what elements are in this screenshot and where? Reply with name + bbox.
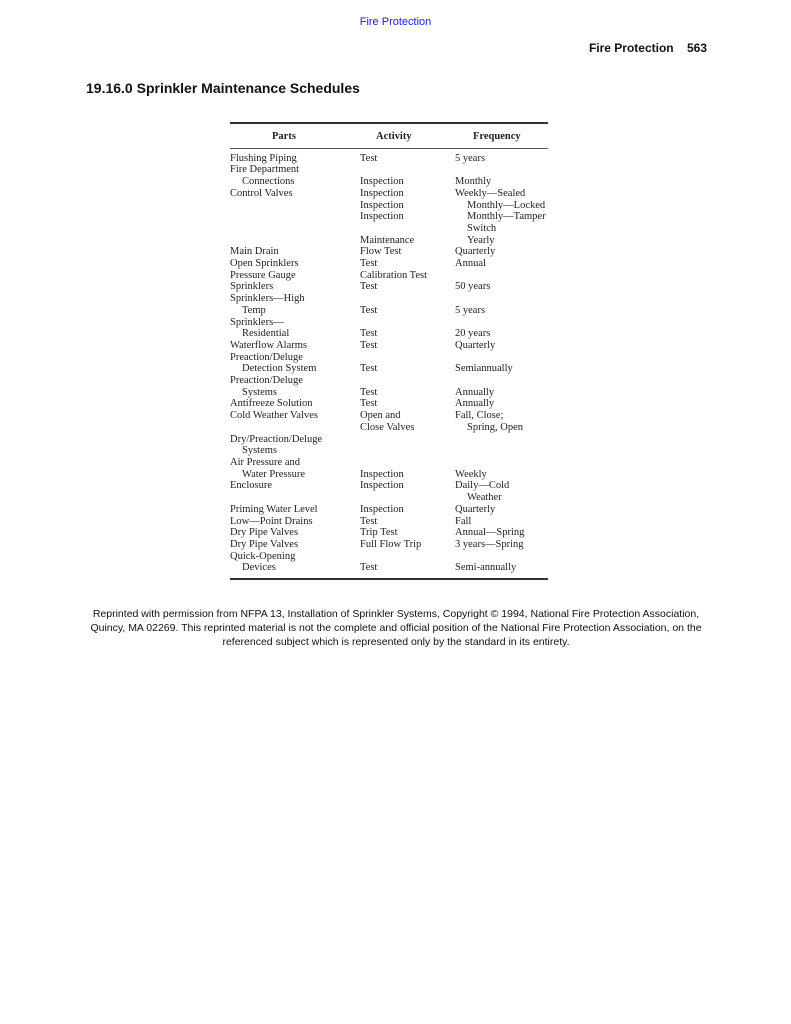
- frequency-cell: [451, 410, 548, 433]
- activity-line: Close Valves: [360, 421, 415, 433]
- activity-cell: [356, 340, 451, 352]
- parts-line: Quick-Opening: [230, 550, 296, 562]
- table-row: [230, 164, 548, 187]
- frequency-line: [455, 375, 548, 387]
- frequency-cell: [451, 504, 548, 516]
- activity-line: [360, 445, 451, 457]
- frequency-line: 50 years: [455, 281, 491, 293]
- activity-cell: [356, 270, 451, 282]
- maintenance-schedule-table: [230, 122, 548, 580]
- frequency-cell: [451, 340, 548, 352]
- parts-line: Connections: [242, 176, 295, 188]
- table-row: [230, 317, 548, 340]
- activity-line: [360, 352, 451, 364]
- table-row: [230, 246, 548, 258]
- running-head: [589, 41, 707, 55]
- activity-line: Test: [360, 258, 378, 270]
- parts-cell: [230, 457, 356, 480]
- activity-line: [360, 293, 451, 305]
- parts-cell: [230, 375, 356, 398]
- frequency-line: Annual—Spring: [455, 527, 525, 539]
- activity-cell: [356, 352, 451, 375]
- parts-cell: [230, 270, 356, 282]
- frequency-cell: [451, 480, 548, 503]
- parts-line: Sprinklers—: [230, 316, 284, 328]
- parts-line: Systems: [242, 386, 278, 398]
- parts-cell: [230, 188, 356, 247]
- parts-line: Residential: [242, 328, 290, 340]
- table-row: [230, 516, 548, 528]
- frequency-cell: [451, 527, 548, 539]
- parts-line: Temp: [242, 304, 266, 316]
- activity-cell: [356, 246, 451, 258]
- frequency-cell: [451, 164, 548, 187]
- frequency-cell: [451, 352, 548, 375]
- table-row: [230, 270, 548, 282]
- parts-cell: [230, 281, 356, 293]
- parts-line: Cold Weather Valves: [230, 410, 318, 422]
- column-header-parts: Parts: [272, 131, 296, 142]
- parts-cell: [230, 410, 356, 433]
- table-row: [230, 434, 548, 457]
- parts-line: Enclosure: [230, 480, 272, 492]
- activity-line: Trip Test: [360, 527, 398, 539]
- table-row: [230, 480, 548, 503]
- parts-cell: [230, 551, 356, 574]
- frequency-cell: [451, 188, 548, 247]
- activity-cell: [356, 480, 451, 503]
- activity-cell: [356, 188, 451, 247]
- activity-line: Inspection: [360, 199, 404, 211]
- frequency-line: Yearly: [467, 234, 495, 246]
- activity-line: Inspection: [360, 468, 404, 480]
- parts-cell: [230, 352, 356, 375]
- column-header-activity: Activity: [376, 131, 412, 142]
- activity-line: Inspection: [360, 176, 404, 188]
- parts-cell: [230, 293, 356, 316]
- activity-line: [360, 457, 451, 469]
- activity-line: Test: [360, 152, 378, 164]
- frequency-line: [455, 352, 548, 364]
- frequency-line: Daily—Cold: [455, 480, 510, 492]
- frequency-line: [455, 434, 548, 446]
- parts-line: Priming Water Level: [230, 503, 318, 515]
- activity-cell: [356, 410, 451, 433]
- activity-cell: [356, 293, 451, 316]
- parts-cell: [230, 258, 356, 270]
- section-title: 19.16.0 Sprinkler Maintenance Schedules: [86, 80, 360, 96]
- parts-line: Antifreeze Solution: [230, 398, 313, 410]
- frequency-line: [455, 457, 548, 469]
- frequency-cell: [451, 516, 548, 528]
- activity-cell: [356, 539, 451, 551]
- frequency-line: Annual: [455, 258, 486, 270]
- table-row: [230, 352, 548, 375]
- frequency-cell: [451, 293, 548, 316]
- activity-cell: [356, 317, 451, 340]
- parts-cell: [230, 539, 356, 551]
- table-row: [230, 527, 548, 539]
- activity-cell: [356, 375, 451, 398]
- parts-line: Dry Pipe Valves: [230, 527, 299, 539]
- activity-cell: [356, 527, 451, 539]
- frequency-line: [455, 445, 548, 457]
- frequency-line: Quarterly: [455, 503, 496, 515]
- parts-line: Preaction/Deluge: [230, 375, 303, 387]
- activity-line: Maintenance: [360, 234, 415, 246]
- activity-line: Inspection: [360, 480, 404, 492]
- header-link[interactable]: Fire Protection: [359, 16, 432, 28]
- page-number: 563: [686, 41, 707, 55]
- activity-line: Test: [360, 386, 378, 398]
- parts-line: Detection System: [242, 363, 317, 375]
- table-row: [230, 551, 548, 574]
- frequency-line: Quarterly: [455, 246, 496, 258]
- frequency-line: Weekly—Sealed: [455, 187, 526, 199]
- activity-cell: [356, 153, 451, 165]
- activity-line: Test: [360, 562, 378, 574]
- table-top-rule: [230, 122, 548, 124]
- parts-cell: [230, 153, 356, 165]
- table-row: [230, 410, 548, 433]
- parts-line: Air Pressure and: [230, 456, 300, 468]
- activity-line: Calibration Test: [360, 269, 428, 281]
- activity-line: Flow Test: [360, 246, 402, 258]
- activity-cell: [356, 258, 451, 270]
- activity-cell: [356, 164, 451, 187]
- parts-line: Low—Point Drains: [230, 515, 313, 527]
- parts-line: Water Pressure: [242, 468, 306, 480]
- table-row: [230, 153, 548, 165]
- activity-line: [360, 164, 451, 176]
- activity-line: [360, 223, 451, 235]
- activity-line: Test: [360, 398, 378, 410]
- table-row: [230, 457, 548, 480]
- table-row: [230, 539, 548, 551]
- activity-line: [360, 317, 451, 329]
- parts-line: Flushing Piping: [230, 152, 297, 164]
- parts-line: Sprinklers: [230, 281, 274, 293]
- activity-line: Inspection: [360, 211, 404, 223]
- table-row: [230, 398, 548, 410]
- parts-cell: [230, 480, 356, 503]
- frequency-cell: [451, 317, 548, 340]
- frequency-line: Weekly: [455, 468, 487, 480]
- activity-line: [360, 551, 451, 563]
- frequency-line: [455, 293, 548, 305]
- parts-line: Systems: [242, 445, 278, 457]
- parts-cell: [230, 340, 356, 352]
- activity-line: Test: [360, 363, 378, 375]
- parts-line: Preaction/Deluge: [230, 351, 303, 363]
- activity-cell: [356, 281, 451, 293]
- reprint-notice: Reprinted with permission from NFPA 13, Installation of Sprinkler Systems, Copyright © 1994, National Fire Protection Association, Quincy, MA 02269. This reprinted material is not the complete and official position of the National Fire Protection Association, on the referenced subject which is represented only by the standard in its entirety.: [90, 608, 702, 648]
- activity-line: Inspection: [360, 187, 404, 199]
- frequency-line: Switch: [467, 222, 497, 234]
- table-row: [230, 188, 548, 247]
- frequency-line: Monthly—Tamper: [467, 211, 546, 223]
- activity-line: [360, 375, 451, 387]
- frequency-line: Spring, Open: [467, 421, 523, 433]
- frequency-cell: [451, 434, 548, 457]
- activity-cell: [356, 434, 451, 457]
- table-header-rule: [230, 148, 548, 149]
- table-row: [230, 258, 548, 270]
- frequency-line: Annually: [455, 386, 495, 398]
- parts-cell: [230, 434, 356, 457]
- table-bottom-rule: [230, 578, 548, 580]
- parts-line: Open Sprinklers: [230, 258, 299, 270]
- activity-cell: [356, 457, 451, 480]
- table-body: [230, 153, 548, 574]
- activity-line: Test: [360, 515, 378, 527]
- table-row: [230, 293, 548, 316]
- activity-line: Full Flow Trip: [360, 538, 422, 550]
- parts-cell: [230, 504, 356, 516]
- parts-cell: [230, 516, 356, 528]
- activity-line: Test: [360, 281, 378, 293]
- frequency-line: [455, 551, 548, 563]
- table-header-row: [230, 126, 548, 146]
- table-row: [230, 375, 548, 398]
- frequency-line: Semi-annually: [455, 562, 517, 574]
- parts-line: Waterflow Alarms: [230, 339, 308, 351]
- table-row: [230, 340, 548, 352]
- parts-cell: [230, 164, 356, 187]
- activity-line: Test: [360, 328, 378, 340]
- parts-line: Devices: [242, 562, 276, 574]
- frequency-cell: [451, 258, 548, 270]
- frequency-line: Quarterly: [455, 339, 496, 351]
- frequency-line: Fall: [455, 515, 472, 527]
- parts-line: Control Valves: [230, 187, 293, 199]
- running-title: Fire Protection: [588, 41, 674, 55]
- frequency-line: 3 years—Spring: [455, 538, 524, 550]
- frequency-line: Fall, Close;: [455, 410, 504, 422]
- parts-line: Pressure Gauge: [230, 269, 296, 281]
- frequency-line: Semiannually: [455, 363, 513, 375]
- table-row: [230, 281, 548, 293]
- frequency-cell: [451, 375, 548, 398]
- parts-line: Dry/Preaction/Deluge: [230, 433, 323, 445]
- activity-line: Open and: [360, 410, 401, 422]
- frequency-cell: [451, 281, 548, 293]
- frequency-cell: [451, 153, 548, 165]
- activity-line: Test: [360, 339, 378, 351]
- frequency-line: [455, 317, 548, 329]
- frequency-cell: [451, 398, 548, 410]
- frequency-line: [455, 164, 548, 176]
- frequency-line: 5 years: [455, 304, 486, 316]
- activity-line: Inspection: [360, 503, 404, 515]
- activity-line: Test: [360, 304, 378, 316]
- parts-line: Main Drain: [230, 246, 279, 258]
- table-row: [230, 504, 548, 516]
- activity-cell: [356, 398, 451, 410]
- frequency-line: [455, 270, 548, 282]
- activity-cell: [356, 551, 451, 574]
- frequency-cell: [451, 539, 548, 551]
- frequency-line: Monthly: [455, 176, 492, 188]
- parts-cell: [230, 527, 356, 539]
- parts-cell: [230, 317, 356, 340]
- frequency-line: 5 years: [455, 152, 486, 164]
- frequency-cell: [451, 457, 548, 480]
- frequency-cell: [451, 270, 548, 282]
- parts-line: Fire Department: [230, 164, 300, 176]
- frequency-cell: [451, 246, 548, 258]
- parts-cell: [230, 246, 356, 258]
- column-header-frequency: Frequency: [473, 131, 521, 142]
- frequency-line: 20 years: [455, 328, 491, 340]
- activity-cell: [356, 516, 451, 528]
- activity-line: [360, 434, 451, 446]
- frequency-line: Weather: [467, 492, 502, 504]
- parts-line: Sprinklers—High: [230, 293, 305, 305]
- frequency-cell: [451, 551, 548, 574]
- frequency-line: Annually: [455, 398, 495, 410]
- parts-cell: [230, 398, 356, 410]
- frequency-line: Monthly—Locked: [467, 199, 546, 211]
- parts-line: Dry Pipe Valves: [230, 538, 299, 550]
- activity-cell: [356, 504, 451, 516]
